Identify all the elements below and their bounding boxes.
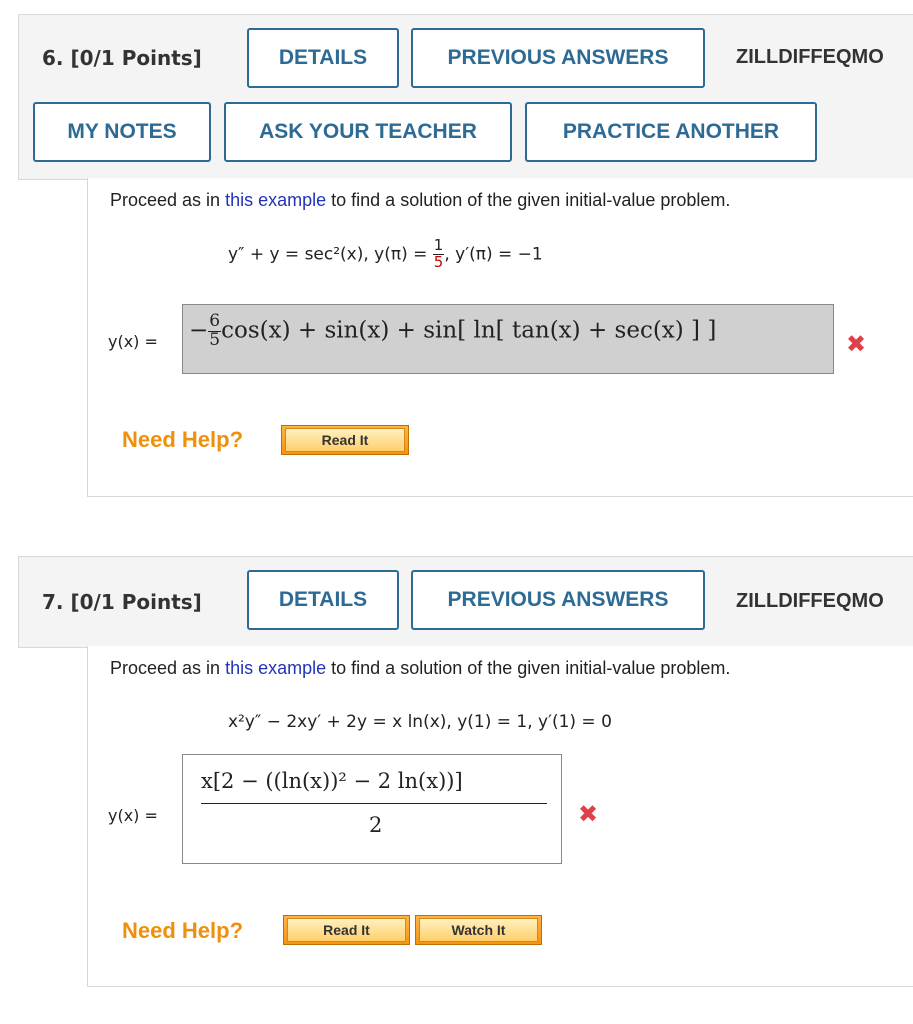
details-button[interactable]: DETAILS bbox=[247, 28, 399, 88]
previous-answers-button[interactable]: PREVIOUS ANSWERS bbox=[411, 570, 705, 630]
watch-it-button[interactable]: Watch It bbox=[415, 915, 542, 945]
problem-equation: x²y″ − 2xy′ + 2y = x ln(x), y(1) = 1, y′(1) = 0 bbox=[228, 712, 612, 732]
details-button[interactable]: DETAILS bbox=[247, 570, 399, 630]
answer-label: y(x) = bbox=[108, 806, 158, 825]
answer-expression: − $\frac{6}{5}$ cos(x) + sin(x) + sin[ ln[ tan(x) + sec(x) ] ] bbox=[189, 311, 717, 350]
x-mark-icon: ✖ bbox=[846, 330, 867, 358]
question-6-title bbox=[42, 46, 202, 70]
previous-answers-button[interactable]: PREVIOUS ANSWERS bbox=[411, 28, 705, 88]
question-prompt: Proceed as in this example to find a solution of the given initial-value problem. bbox=[110, 190, 731, 210]
assignment-code: ZILLDIFFEQMO bbox=[736, 590, 884, 612]
example-link[interactable]: this example bbox=[225, 658, 327, 678]
x-mark-icon: ✖ bbox=[578, 800, 599, 828]
answer-box[interactable] bbox=[182, 754, 562, 864]
read-it-button[interactable]: Read It bbox=[281, 425, 409, 455]
question-7-title bbox=[42, 590, 202, 614]
question-number: 6. bbox=[42, 46, 64, 70]
my-notes-button[interactable]: MY NOTES bbox=[33, 102, 211, 162]
ask-your-teacher-button[interactable]: ASK YOUR TEACHER bbox=[224, 102, 512, 162]
question-prompt: Proceed as in this example to find a solution of the given initial-value problem. bbox=[110, 658, 731, 678]
fraction-bar bbox=[201, 803, 547, 804]
example-link[interactable]: this example bbox=[225, 190, 327, 210]
need-help-label: Need Help? bbox=[122, 427, 244, 452]
answer-numerator: x[2 − ((ln(x))² − 2 ln(x))] bbox=[201, 769, 463, 793]
assignment-code: ZILLDIFFEQMO bbox=[736, 46, 884, 68]
question-points: [0/1 Points] bbox=[70, 46, 202, 70]
question-number: 7. bbox=[42, 590, 64, 614]
problem-equation: y″ + y = sec²(x), y(π) = $\frac{1}{5}$ , y′(π) = −1 bbox=[228, 236, 543, 271]
need-help-label: Need Help? bbox=[122, 918, 244, 943]
answer-box[interactable] bbox=[182, 304, 834, 374]
question-points: [0/1 Points] bbox=[70, 590, 202, 614]
fraction: $\frac{1}{5}$ bbox=[433, 236, 444, 271]
practice-another-button[interactable]: PRACTICE ANOTHER bbox=[525, 102, 817, 162]
answer-label: y(x) = bbox=[108, 332, 158, 351]
answer-denominator: 2 bbox=[369, 813, 383, 837]
read-it-button[interactable]: Read It bbox=[283, 915, 410, 945]
